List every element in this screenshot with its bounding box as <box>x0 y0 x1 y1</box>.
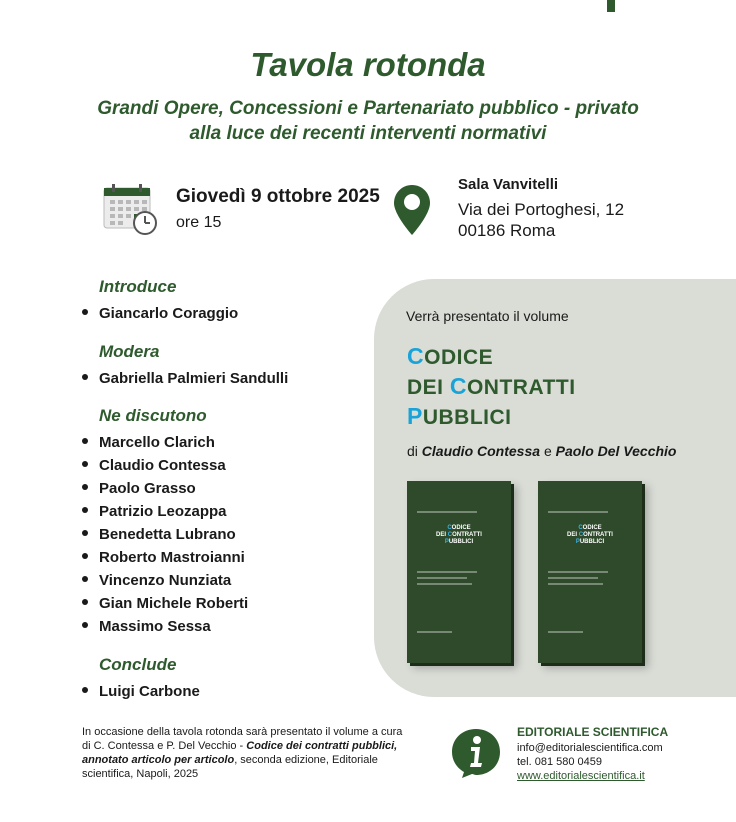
speaker-item <box>82 572 231 589</box>
speaker-name: Massimo Sessa <box>99 618 211 635</box>
cover-title: CODICE DEI CONTRATTI PUBBLICI <box>436 525 482 545</box>
book-cover-image <box>407 481 511 663</box>
title-text: ONTRATTI <box>466 376 576 399</box>
book-cover-image <box>538 481 642 663</box>
book-title-line-3 <box>407 403 512 430</box>
title-text: DEI <box>407 376 450 399</box>
speaker-name: Luigi Carbone <box>99 683 200 700</box>
speaker-name: Paolo Grasso <box>99 480 196 497</box>
top-accent-bar <box>607 0 615 12</box>
cover-line <box>417 577 467 579</box>
footer-text: , seconda edizione, Editoriale scientifica, Napoli, 2025 <box>82 754 378 780</box>
event-date: Giovedì 9 ottobre 2025 <box>176 186 380 207</box>
title-initial: C <box>449 373 467 399</box>
section-conclude: Conclude <box>99 655 177 674</box>
speaker-item <box>82 434 215 451</box>
section-introduce: Introduce <box>99 277 177 296</box>
page-title: Tavola rotonda <box>250 46 486 83</box>
footer-note <box>82 725 412 781</box>
book-title-line-1 <box>407 343 493 370</box>
authors-prefix: di <box>407 443 418 459</box>
cover-line <box>548 631 583 633</box>
author-name: Claudio Contessa <box>421 443 541 459</box>
speaker-item <box>82 305 238 322</box>
speaker-item <box>82 549 245 566</box>
event-address-line-2: 00186 Roma <box>458 221 556 240</box>
speaker-name: Gabriella Palmieri Sandulli <box>99 370 289 387</box>
map-pin-icon <box>393 184 431 241</box>
title-initial: P <box>407 403 423 429</box>
speaker-item <box>82 683 200 700</box>
authors-and: e <box>543 443 552 459</box>
cover-line <box>417 583 472 585</box>
speaker-item <box>82 595 248 612</box>
title-text: ODICE <box>424 346 494 369</box>
event-address-line-1: Via dei Portoghesi, 12 <box>458 200 625 219</box>
page-subtitle <box>40 96 696 146</box>
cover-line <box>548 583 603 585</box>
speaker-name: Benedetta Lubrano <box>99 526 236 543</box>
event-time: ore 15 <box>176 214 222 231</box>
author-name: Paolo Del Vecchio <box>555 443 677 459</box>
speaker-name: Roberto Mastroianni <box>99 549 245 566</box>
speaker-item <box>82 370 288 387</box>
event-venue: Sala Vanvitelli <box>458 176 559 193</box>
calendar-icon <box>102 184 158 241</box>
footer-book-title: Codice dei contratti pubblici, annotato articolo per articolo <box>82 740 398 766</box>
publisher-website-link[interactable]: www.editorialescientifica.it <box>517 770 645 782</box>
subtitle-line-2: alla luce dei recenti interventi normativi <box>189 123 547 144</box>
speaker-item <box>82 618 211 635</box>
publisher-email[interactable]: info@editorialescientifica.com <box>517 742 663 754</box>
section-discuss: Ne discutono <box>99 406 207 425</box>
title-initial: C <box>407 343 425 369</box>
speaker-name: Giancarlo Coraggio <box>99 305 239 322</box>
book-title-line-2 <box>407 373 576 400</box>
section-moderate: Modera <box>99 342 160 361</box>
speaker-name: Marcello Clarich <box>99 434 215 451</box>
speaker-name: Gian Michele Roberti <box>99 595 249 612</box>
title-text: UBBLICI <box>422 406 512 429</box>
cover-line <box>417 571 477 573</box>
speaker-name: Patrizio Leozappa <box>99 503 227 520</box>
speaker-item <box>82 457 226 474</box>
cover-line <box>417 511 477 513</box>
footer-text: In occasione della tavola rotonda sarà presentato il volume a cura di C. Contessa e P. Del Vecchio - <box>82 726 403 752</box>
speaker-name: Vincenzo Nunziata <box>99 572 232 589</box>
book-authors <box>407 443 676 459</box>
info-icon <box>450 727 502 784</box>
cover-line <box>548 511 608 513</box>
speaker-name: Claudio Contessa <box>99 457 226 474</box>
cover-line <box>417 631 452 633</box>
cover-title: CODICE DEI CONTRATTI PUBBLICI <box>567 525 613 545</box>
publisher-name: EDITORIALE SCIENTIFICA <box>517 725 669 739</box>
cover-line <box>548 577 598 579</box>
book-intro: Verrà presentato il volume <box>406 308 569 324</box>
publisher-phone: tel. 081 580 0459 <box>517 756 603 768</box>
speaker-item <box>82 503 227 520</box>
speaker-item <box>82 480 196 497</box>
cover-line <box>548 571 608 573</box>
speaker-item <box>82 526 236 543</box>
subtitle-line-1: Grandi Opere, Concessioni e Partenariato pubblico - privato <box>97 98 639 119</box>
